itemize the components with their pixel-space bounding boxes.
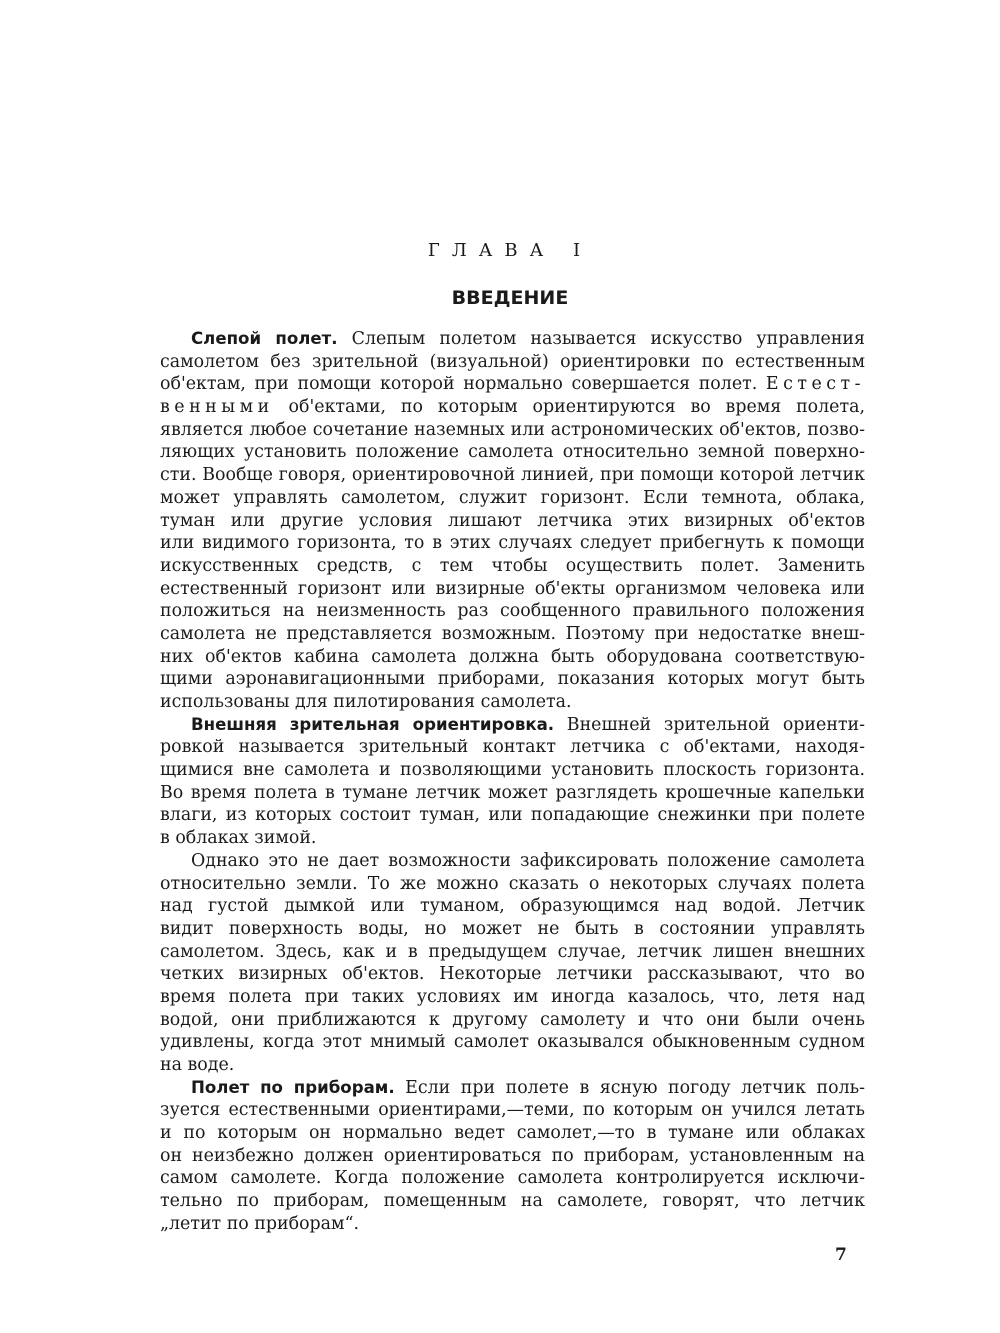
text-line: ровкой называется зрительный контакт летчика с об'ектами, находя-: [160, 737, 865, 758]
section-heading: Внешняя зрительная ориентировка.: [191, 714, 555, 734]
text-line: время полета при таких условиях им иногда казалось, что, летя над: [160, 986, 865, 1007]
section-heading: Слепой полет.: [191, 329, 338, 348]
text-line: над густой дымкой или туманом, образующимся над водой. Летчик: [160, 896, 865, 917]
text-line: них об'ектов кабина самолета должна быть оборудована соответствую-: [160, 646, 865, 667]
text-line: самолетом. Здесь, как и в предыдущем случае, летчик лишен внешних: [160, 941, 865, 962]
text-line: естественный горизонт или визирные об'екты организмом человека или: [160, 578, 865, 599]
text-line: в облаках зимой.: [160, 828, 317, 849]
text-line: он неизбежно должен ориентироваться по приборам, установленным на: [160, 1145, 865, 1166]
text-line: самолетом без зрительной (визуальной) ориентировки по естественным: [160, 351, 865, 372]
text-line: зуется естественными ориентирами,—теми, по которым он учился летать: [160, 1100, 865, 1121]
text-line: Во время полета в тумане летчик может разглядеть крошечные капельки: [160, 782, 865, 803]
text-line: Внешняя зрительная ориентировка. Внешней зрительной ориенти-: [191, 714, 865, 735]
text-line: „летит по приборам“.: [160, 1213, 359, 1234]
text-line: относительно земли. То же можно сказать о некоторых случаях полета: [160, 873, 865, 894]
text-line: видит поверхность воды, но может не быть в состоянии управлять: [160, 918, 865, 939]
spaced-term: Естест-: [765, 374, 865, 395]
chapter-heading: ГЛАВА I: [427, 240, 593, 261]
text-line: и по которым он нормально ведет самолет,—то в тумане или облаках: [160, 1123, 865, 1144]
text-line: туман или другие условия лишают летчика этих визирных об'ектов: [160, 510, 865, 531]
text-line: влаги, из которых состоит туман, или попадающие снежинки при полете: [160, 805, 865, 826]
text-line: может управлять самолетом, служит горизонт. Если темнота, облака,: [160, 487, 865, 508]
text-line: сти. Вообще говоря, ориентировочной линией, при помощи которой летчик: [160, 465, 865, 486]
text-line: является любое сочетание наземных или астрономических об'ектов, позво-: [160, 419, 865, 440]
spaced-term: венными: [160, 397, 274, 418]
text-line: Полет по приборам. Если при полете в ясную погоду летчик поль-: [191, 1077, 865, 1098]
text-line: Слепой полет. Слепым полетом называется искусство управления: [191, 329, 865, 349]
text-line: Однако это не дает возможности зафиксировать положение самолета: [191, 850, 865, 871]
text-line: четких визирных об'ектов. Некоторые летчики рассказывают, что во: [160, 964, 865, 985]
section-heading: Полет по приборам.: [191, 1077, 395, 1097]
text-line: венными об'ектами, по которым ориентируются во время полета,: [160, 397, 865, 418]
text-line: водой, они приближаются к другому самолету и что они были очень: [160, 1009, 865, 1030]
text-line: тельно по приборам, помещенным на самолете, говорят, что летчик: [160, 1191, 865, 1212]
text-line: об'ектам, при помощи которой нормально совершается полет. Естест-: [160, 374, 865, 395]
text-line: щимися вне самолета и позволяющими установить плоскость горизонта.: [160, 760, 865, 781]
text-line: самолета не представляется возможным. Поэтому при недостатке внеш-: [160, 623, 865, 644]
text-line: щими аэронавигационными приборами, показания которых могут быть: [160, 669, 865, 690]
body-text: [160, 328, 865, 1236]
text-line: на воде.: [160, 1055, 235, 1075]
text-line: положиться на неизменность раз сообщенного правильного положения: [160, 601, 865, 622]
text-line: искусственных средств, с тем чтобы осуществить полет. Заменить: [160, 555, 865, 576]
page-number: 7: [835, 1245, 847, 1265]
text-line: или видимого горизонта, то в этих случаях следует прибегнуть к помощи: [160, 533, 865, 554]
text-line: удивлены, когда этот мнимый самолет оказывался обыкновенным судном: [160, 1032, 865, 1053]
text-line: самом самолете. Когда положение самолета контролируется исключи-: [160, 1168, 865, 1189]
text-line: ляющих установить положение самолета относительно земной поверхно-: [160, 442, 865, 463]
text-line: использованы для пилотирования самолета.: [160, 692, 572, 712]
chapter-title: ВВЕДЕНИЕ: [451, 287, 569, 309]
